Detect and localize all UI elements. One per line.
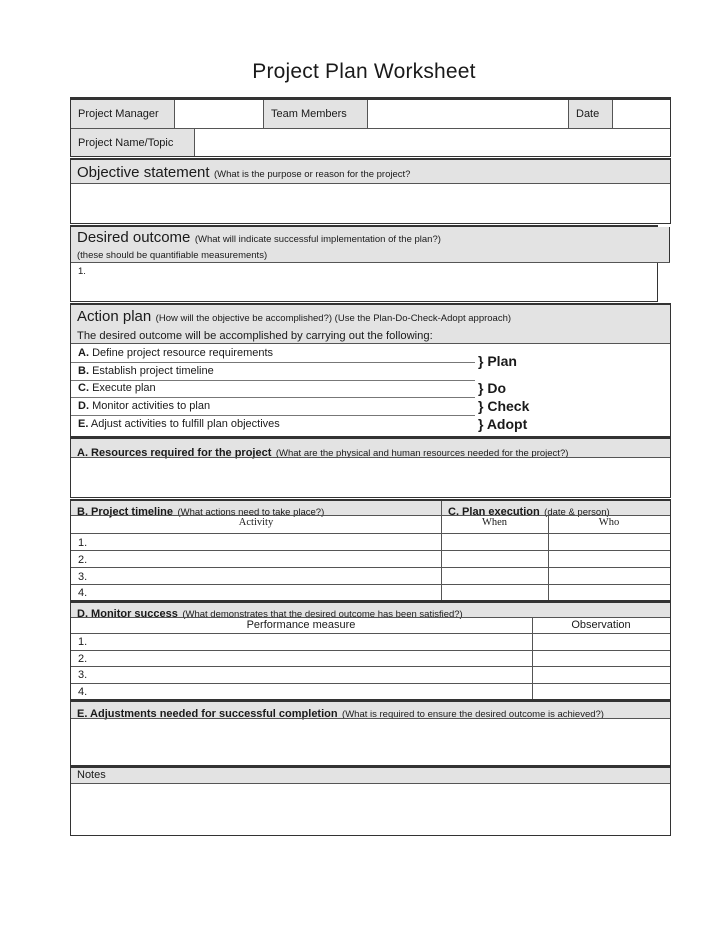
- objective-heading: [77, 164, 410, 182]
- action-plan-hint: (How will the objective be accomplished?) (Use the Plan-Do-Check-Adopt approach): [155, 313, 512, 324]
- header-divider: [612, 100, 613, 128]
- timeline-row-divider: [71, 533, 670, 534]
- action-plan-divider: [71, 343, 670, 344]
- adjustments-field[interactable]: [71, 719, 670, 765]
- step-letter: E.: [78, 418, 89, 430]
- step-text: Adjust activities to fulfill plan objectives: [90, 418, 280, 430]
- action-plan-intro: The desired outcome will be accomplished by carrying out the following:: [77, 330, 433, 342]
- header-divider: [174, 100, 175, 128]
- notes-header: [71, 768, 670, 783]
- notes-field[interactable]: [71, 784, 670, 835]
- monitor-label: D. Monitor success: [77, 608, 178, 620]
- monitor-row-divider: [71, 683, 670, 684]
- phase-adopt: } Adopt: [478, 416, 528, 432]
- action-step-d: [78, 400, 210, 412]
- monitor-col-divider: [532, 617, 533, 699]
- objective-hint: (What is the purpose or reason for the project?: [214, 169, 411, 180]
- desired-outcome-heading: [77, 229, 441, 247]
- monitor-row-number: 1.: [78, 636, 88, 648]
- timeline-row-divider: [71, 567, 670, 568]
- step-letter: C.: [78, 382, 89, 394]
- monitor-row-divider: [71, 666, 670, 667]
- step-letter: B.: [78, 365, 89, 377]
- timeline-row-number: 4.: [78, 587, 88, 599]
- timeline-row-divider: [71, 550, 670, 551]
- action-step-b: [78, 365, 214, 377]
- action-step-c: [78, 382, 156, 394]
- project-manager-label: Project Manager: [78, 108, 159, 120]
- col-performance-measure: Performance measure: [246, 619, 356, 631]
- project-name-field[interactable]: [195, 129, 670, 156]
- timeline-col-divider: [548, 515, 549, 600]
- objective-label: Objective statement: [77, 164, 210, 181]
- monitor-row-divider: [71, 633, 670, 634]
- team-members-field[interactable]: [368, 100, 568, 128]
- step-underline: [71, 397, 475, 398]
- date-field[interactable]: [613, 100, 670, 128]
- col-who: Who: [598, 517, 620, 528]
- desired-outcome-label: Desired outcome: [77, 229, 191, 246]
- action-step-e: [78, 418, 280, 430]
- header-divider: [263, 100, 264, 128]
- timeline-col-divider: [441, 501, 442, 600]
- execution-label: C. Plan execution: [448, 506, 540, 518]
- header-divider: [568, 100, 569, 128]
- phase-check: } Check: [478, 398, 530, 414]
- col-observation: Observation: [571, 619, 631, 631]
- step-text: Monitor activities to plan: [92, 400, 211, 412]
- col-activity: Activity: [238, 517, 274, 528]
- step-underline: [71, 362, 475, 363]
- phase-do: } Do: [478, 380, 506, 396]
- monitor-hint: (What demonstrates that the desired outcome has been satisfied?): [182, 609, 463, 620]
- step-underline: [71, 380, 475, 381]
- execution-hint: (date & person): [544, 507, 610, 518]
- resources-hint: (What are the physical and human resources needed for the project?): [275, 448, 569, 459]
- monitor-subheader-divider: [71, 617, 670, 618]
- adjustments-label: E. Adjustments needed for successful completion: [77, 708, 338, 720]
- desired-outcome-subhint: (these should be quantifiable measurements): [77, 250, 268, 261]
- action-step-a: [78, 347, 273, 359]
- timeline-row-number: 1.: [78, 537, 88, 549]
- desired-outcome-field[interactable]: [71, 263, 657, 301]
- timeline-row-number: 2.: [78, 554, 88, 566]
- objective-field[interactable]: [71, 184, 670, 223]
- action-plan-heading: [77, 308, 511, 326]
- action-plan-label: Action plan: [77, 308, 152, 325]
- monitor-row-number: 3.: [78, 669, 88, 681]
- step-text: Execute plan: [92, 382, 156, 394]
- resources-label: A. Resources required for the project: [77, 447, 272, 459]
- header-divider: [367, 100, 368, 128]
- timeline-subheader-divider: [71, 515, 670, 516]
- project-name-label: Project Name/Topic: [78, 137, 174, 149]
- timeline-hint: (What actions need to take place?): [177, 507, 325, 518]
- monitor-row-divider: [71, 650, 670, 651]
- phase-plan: } Plan: [478, 353, 517, 369]
- col-when: When: [481, 517, 508, 528]
- resources-field[interactable]: [71, 458, 670, 497]
- step-text: Define project resource requirements: [92, 347, 274, 359]
- timeline-label: B. Project timeline: [77, 506, 173, 518]
- project-manager-field[interactable]: [175, 100, 263, 128]
- step-letter: D.: [78, 400, 89, 412]
- notes-label: Notes: [77, 769, 106, 781]
- page-title: Project Plan Worksheet: [252, 60, 476, 83]
- step-letter: A.: [78, 347, 89, 359]
- timeline-row-divider: [71, 584, 670, 585]
- team-members-label: Team Members: [271, 108, 347, 120]
- monitor-row-number: 2.: [78, 653, 88, 665]
- step-text: Establish project timeline: [92, 365, 214, 377]
- monitor-row-number: 4.: [78, 686, 88, 698]
- desired-outcome-hint: (What will indicate successful implementation of the plan?): [194, 234, 441, 245]
- step-underline: [71, 415, 475, 416]
- desired-outcome-item-number: 1.: [78, 266, 86, 277]
- timeline-row-number: 3.: [78, 571, 88, 583]
- date-label: Date: [576, 108, 600, 120]
- adjustments-hint: (What is required to ensure the desired outcome is achieved?): [342, 709, 604, 720]
